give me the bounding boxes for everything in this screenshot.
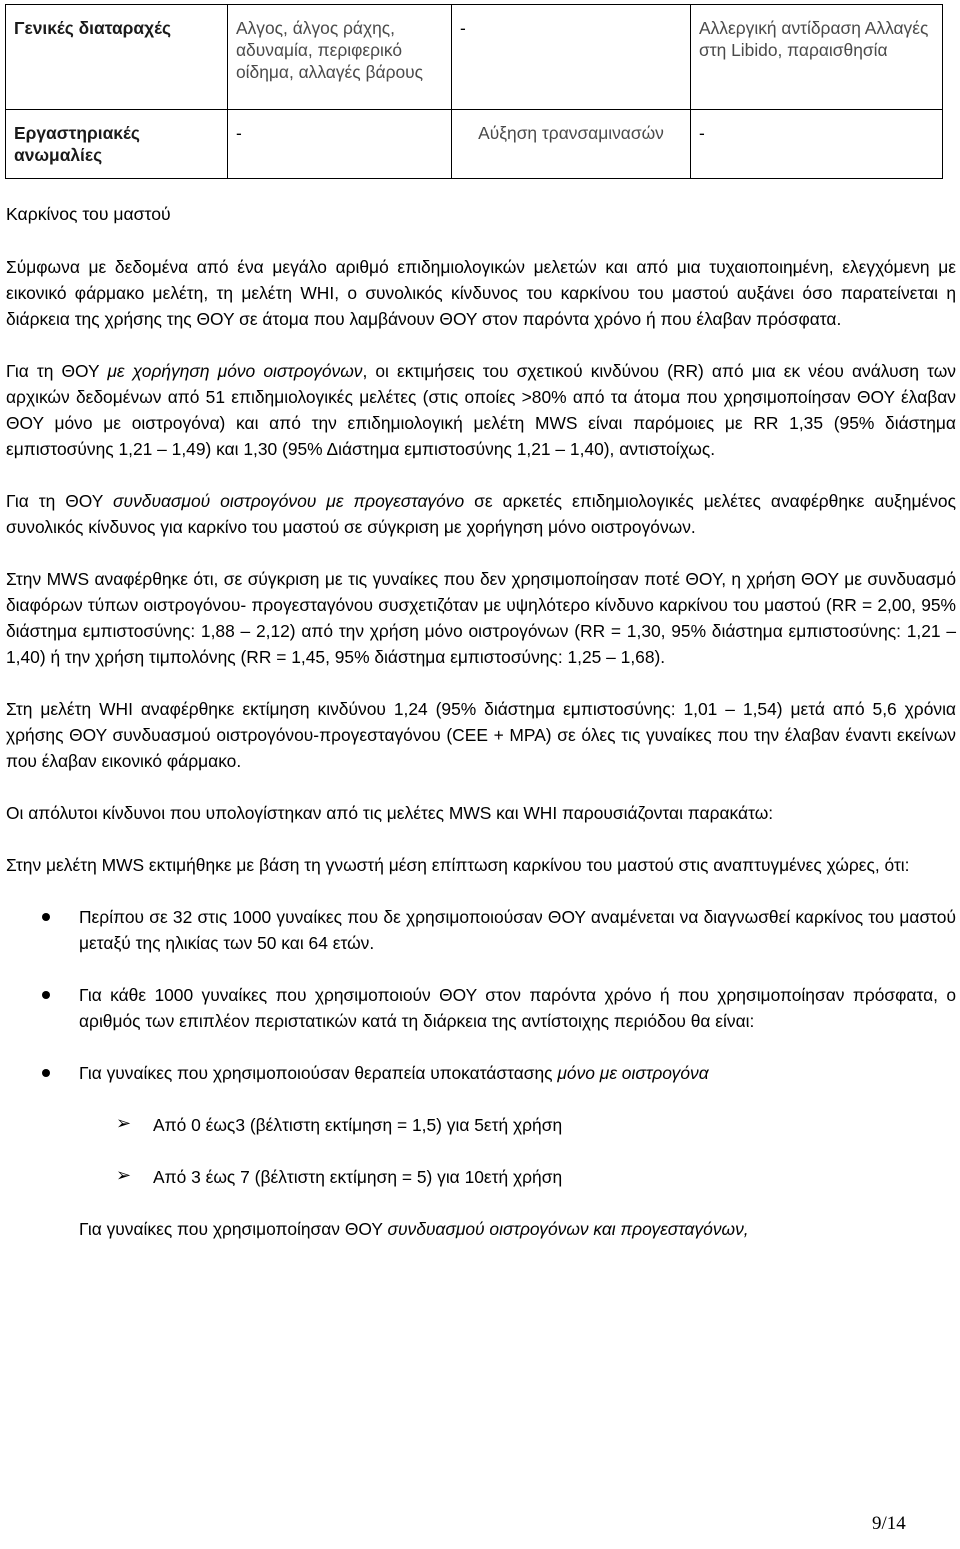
row-header: Γενικές διαταραχές bbox=[6, 5, 228, 110]
section-title: Καρκίνος του μαστού bbox=[6, 204, 171, 224]
emphasis-text: συνδυασμού οιστρογόνων και προγεσταγόνων, bbox=[387, 1219, 749, 1239]
list-item bbox=[6, 982, 956, 1034]
table-row bbox=[6, 5, 943, 110]
arrow-bullet-icon: ➢ bbox=[116, 1165, 132, 1185]
list-item-text: Περίπου σε 32 στις 1000 γυναίκες που δε χρησιμοποιούσαν ΘΟΥ αναμένεται να διαγνωσθεί καρκίνος του μαστού μεταξύ της ηλικίας των 50 και 64 ετών. bbox=[79, 907, 956, 953]
row-header: Εργαστηριακές ανωμαλίες bbox=[6, 110, 228, 179]
table-row bbox=[6, 110, 943, 179]
text: Για τη ΘΟΥ bbox=[6, 361, 108, 381]
emphasis-text: συνδυασμού οιστρογόνου με προγεσταγόνο bbox=[113, 491, 465, 511]
list-item-text: Από 3 έως 7 (βέλτιστη εκτίμηση = 5) για 10ετή χρήση bbox=[153, 1167, 563, 1187]
list-item bbox=[6, 1060, 956, 1086]
text: Για γυναίκες που χρησιμοποιούσαν θεραπεία υποκατάστασης bbox=[79, 1063, 558, 1083]
paragraph bbox=[6, 358, 956, 462]
bullet-icon bbox=[42, 991, 50, 999]
paragraph: Στη μελέτη WHI αναφέρθηκε εκτίμηση κινδύνου 1,24 (95% διάστημα εμπιστοσύνης: 1,01 – 1,54) μετά από 5,6 χρόνια χρήσης ΘΟΥ συνδυασμού οιστρογόνου-προγεσταγόνου (CEE + MPA) σε όλες τις γυναίκες που την έλαβαν έναντι εκείνων που έλαβαν εικονικό φάρμακο. bbox=[6, 699, 956, 771]
list-item-text: Από 0 έως3 (βέλτιστη εκτίμηση = 1,5) για 5ετή χρήση bbox=[153, 1115, 563, 1135]
list-item bbox=[6, 1216, 956, 1242]
text: σε αρκετές επιδημιολογικές μελέτες αναφέρθηκε αυξημένος συνολικός κίνδυνος για καρκίνο του μαστού σε σύγκριση με χορήγηση μόνο οιστρογόνων. bbox=[6, 491, 956, 537]
paragraph: Στην MWS αναφέρθηκε ότι, σε σύγκριση με τις γυναίκες που δεν χρησιμοποίησαν ποτέ ΘΟΥ, η χρήση ΘΟΥ με συνδυασμό διαφόρων τύπων οιστρογόνου- προγεσταγόνου συσχετιζόταν με υψηλότερο κίνδυνο καρκίνου του μαστού (RR = 2,00, 95% διάστημα εμπιστοσύνης: 1,88 – 2,12) από την χρήση μόνο οιστρογόνων (RR = 1,30, 95% διάστημα εμπιστοσύνης: 1,21 – 1,40) ή την χρήση τιμπολόνης (RR = 1,45, 95% διάστημα εμπιστοσύνης: 1,25 – 1,68). bbox=[6, 569, 956, 667]
emphasis-text: με χορήγηση μόνο οιστρογόνων bbox=[107, 361, 363, 381]
table-cell: - bbox=[691, 110, 943, 179]
emphasis-text: μόνο με οιστρογόνα bbox=[557, 1063, 709, 1083]
paragraph bbox=[6, 488, 956, 540]
table-cell: - bbox=[228, 110, 452, 179]
body-text bbox=[6, 254, 956, 1242]
paragraph: Στην μελέτη MWS εκτιμήθηκε με βάση τη γνωστή μέση επίπτωση καρκίνου του μαστού στις αναπτυγμένες χώρες, ότι: bbox=[6, 855, 910, 875]
bullet-icon bbox=[42, 1069, 50, 1077]
list-item-text bbox=[79, 1060, 956, 1086]
sub-list-item bbox=[6, 1164, 956, 1190]
adverse-events-table bbox=[5, 4, 943, 179]
list-item-text: Για κάθε 1000 γυναίκες που χρησιμοποιούν ΘΟΥ στον παρόντα χρόνο ή που χρησιμοποίησαν πρόσφατα, ο αριθμός των επιπλέον περιστατικών κατά τη διάρκεια της αντίστοιχης περιόδου θα είναι: bbox=[79, 985, 956, 1031]
bullet-icon bbox=[42, 913, 50, 921]
page-number: 9/14 bbox=[872, 1513, 906, 1534]
list-item-text bbox=[79, 1216, 956, 1242]
arrow-bullet-icon: ➢ bbox=[116, 1113, 132, 1133]
paragraph: Σύμφωνα με δεδομένα από ένα μεγάλο αριθμό επιδημιολογικών μελετών και από μια τυχαιοποιημένη, ελεγχόμενη με εικονικό φάρμακο μελέτη, τη μελέτη WHI, ο συνολικός κίνδυνος του καρκίνου του μαστού αυξάνει όσο παρατείνεται η διάρκεια της χρήσης της ΘΟΥ σε άτομα που λαμβάνουν ΘΟΥ στον παρόντα χρόνο ή που έλαβαν πρόσφατα. bbox=[6, 257, 956, 329]
table-cell: - bbox=[452, 5, 691, 110]
text: Για τη ΘΟΥ bbox=[6, 491, 114, 511]
table-cell: Αύξηση τρανσαμινασών bbox=[452, 110, 691, 179]
list-item bbox=[6, 904, 956, 956]
paragraph: Οι απόλυτοι κίνδυνοι που υπολογίστηκαν από τις μελέτες MWS και WHI παρουσιάζονται παρακάτω: bbox=[6, 803, 774, 823]
table-cell: Αλγος, άλγος ράχης, αδυναμία, περιφερικό οίδημα, αλλαγές βάρους bbox=[228, 5, 452, 110]
sub-list-item bbox=[6, 1112, 956, 1138]
text: , οι εκτιμήσεις του σχετικού κινδύνου (RR) από μια εκ νέου ανάλυση των αρχικών δεδομένων από 51 επιδημιολογικές μελέτες (στις οποίες >80% από τα άτομα που χρησιμοποίησαν ΘΟΥ έλαβαν ΘΟΥ μόνο με οιστρογόνα) και από την επιδημιολογική μελέτη MWS είναι παρόμοιες με RR 1,35 (95% διάστημα εμπιστοσύνης 1,21 – 1,49) και 1,30 (95% Διάστημα εμπιστοσύνης 1,21 – 1,40), αντιστοίχως. bbox=[6, 361, 956, 459]
table-cell: Αλλεργική αντίδραση Αλλαγές στη Libido, παραισθησία bbox=[691, 5, 943, 110]
text: Για γυναίκες που χρησιμοποίησαν ΘΟΥ bbox=[79, 1219, 388, 1239]
